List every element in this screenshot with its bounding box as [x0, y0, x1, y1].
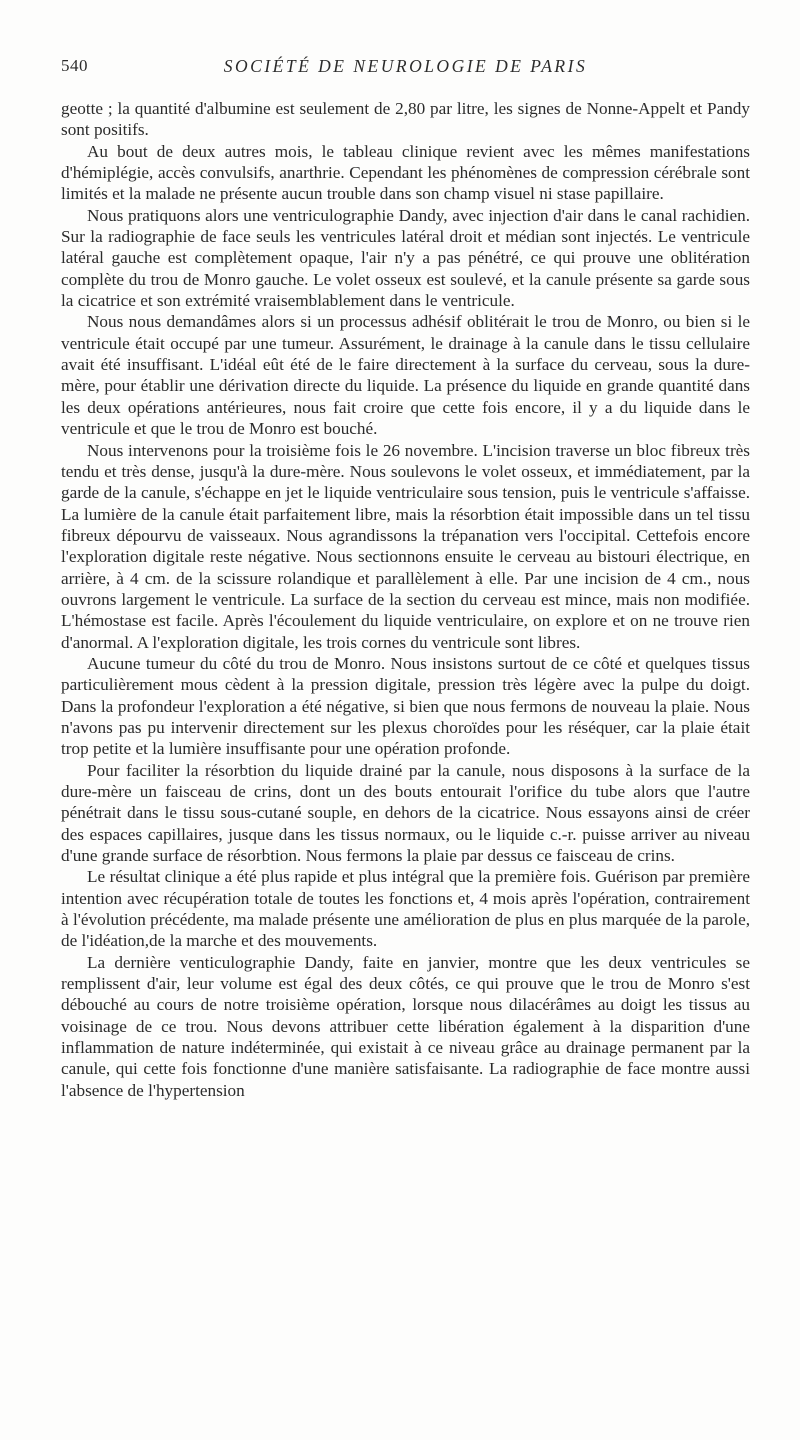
paragraph: Au bout de deux autres mois, le tableau clinique revient avec les mêmes manifestations d'hémiplégie, accès convulsifs, anarthrie. Cependant les phénomènes de compression cérébrale sont limités et la malade ne présente aucun trouble dans son champ visuel ni stase papillaire. — [61, 141, 750, 204]
paragraph: Le résultat clinique a été plus rapide et plus intégral que la première fois. Guérison par première intention avec récupération totale de toutes les fonctions et, 4 mois après l'opération, contrairement à l'évolution précédente, ma malade présente une amélioration de plus en plus marquée de la parole, de l'idéation,de la marche et des mouvements. — [61, 867, 750, 951]
paragraph: Nous nous demandâmes alors si un processus adhésif oblitérait le trou de Monro, ou bien si le ventricule était occupé par une tumeur. Assurément, le drainage à la canule dans le tissu cellulaire avait été insuffisant. L'idéal eût été de le faire directement à la surface du cerveau, sous la dure-mère, pour établir une dérivation directe du liquide. La présence du liquide en grande quantité dans les deux opérations antérieures, nous fait croire que cette fois encore, il y a du liquide dans le ventricule et que le trou de Monro est bouché. — [61, 312, 750, 439]
body-text — [61, 98, 750, 1101]
paragraph: Pour faciliter la résorbtion du liquide drainé par la canule, nous disposons à la surface de la dure-mère un faisceau de crins, dont un des bouts entourait l'orifice du tube alors que l'autre pénétrait dans le tissu sous-cutané souple, en dehors de la cicatrice. Nous essayons ainsi de créer des espaces capillaires, jusque dans les tissus normaux, ou le liquide c.-r. puisse arriver au niveau d'une grande surface de résorbtion. Nous fermons la plaie par dessus ce faisceau de crins. — [61, 760, 750, 866]
page-number: 540 — [61, 56, 88, 75]
running-head: SOCIÉTÉ DE NEUROLOGIE DE PARIS — [223, 56, 588, 76]
page-header — [61, 56, 750, 86]
paragraph: Aucune tumeur du côté du trou de Monro. Nous insistons surtout de ce côté et quelques tissus particulièrement mous cèdent à la pression digitale, pression très légère avec la pulpe du doigt. Dans la profondeur l'exploration a été négative, si bien que nous fermons de nouveau la plaie. Nous n'avons pas pu intervenir directement sur les plexus choroïdes pour les réséquer, car la plaie était trop petite et la lumière insuffisante pour une opération profonde. — [61, 653, 750, 759]
paragraph: Nous pratiquons alors une ventriculographie Dandy, avec injection d'air dans le canal rachidien. Sur la radiographie de face seuls les ventricules latéral droit et médian sont injectés. Le ventricule latéral gauche est complètement opaque, l'air n'y a pas pénétré, ce qui prouve une oblitération complète du trou de Monro gauche. Le volet osseux est soulevé, et la canule présente sa garde sous la cicatrice et son extrémité vraisemblablement dans le ventricule. — [61, 205, 750, 311]
paragraph: La dernière venticulographie Dandy, faite en janvier, montre que les deux ventricules se remplissent d'air, leur volume est égal des deux côtés, ce qui prouve que le trou de Monro s'est débouché au cours de notre troisième opération, lorsque nous dilacérâmes au doigt les tissus au voisinage de ce trou. Nous devons attribuer cette libération également à la disparition d'une inflammation de nature indéterminée, qui existait à ce niveau grâce au drainage permanent par la canule, qui cette fois fonctionne d'une manière satisfaisante. La radiographie de face montre aussi l'absence de l'hypertension — [61, 952, 750, 1100]
paragraph: geotte ; la quantité d'albumine est seulement de 2,80 par litre, les signes de Nonne-Appelt et Pandy sont positifs. — [61, 99, 750, 140]
paragraph: Nous intervenons pour la troisième fois le 26 novembre. L'incision traverse un bloc fibreux très tendu et très dense, jusqu'à la dure-mère. Nous soulevons le volet osseux, et immédiatement, par la garde de la canule, s'échappe en jet le liquide ventriculaire sous tension, puis le ventricule s'affaisse. La lumière de la canule était parfaitement libre, mais la résorbtion était impossible dans un tel tissu fibreux dépourvu de vaisseaux. Nous agrandissons la trépanation vers l'occipital. Cettefois encore l'exploration digitale reste négative. Nous sectionnons ensuite le cerveau au bistouri électrique, en arrière, à 4 cm. de la scissure rolandique et parallèlement à elle. Par une incision de 4 cm., nous ouvrons largement le ventricule. La surface de la section du cerveau est mince, mais non modifiée. L'hémostase est facile. Après l'écoulement du liquide ventriculaire, on explore et on ne trouve rien d'anormal. A l'exploration digitale, les trois cornes du ventricule sont libres. — [61, 440, 750, 652]
